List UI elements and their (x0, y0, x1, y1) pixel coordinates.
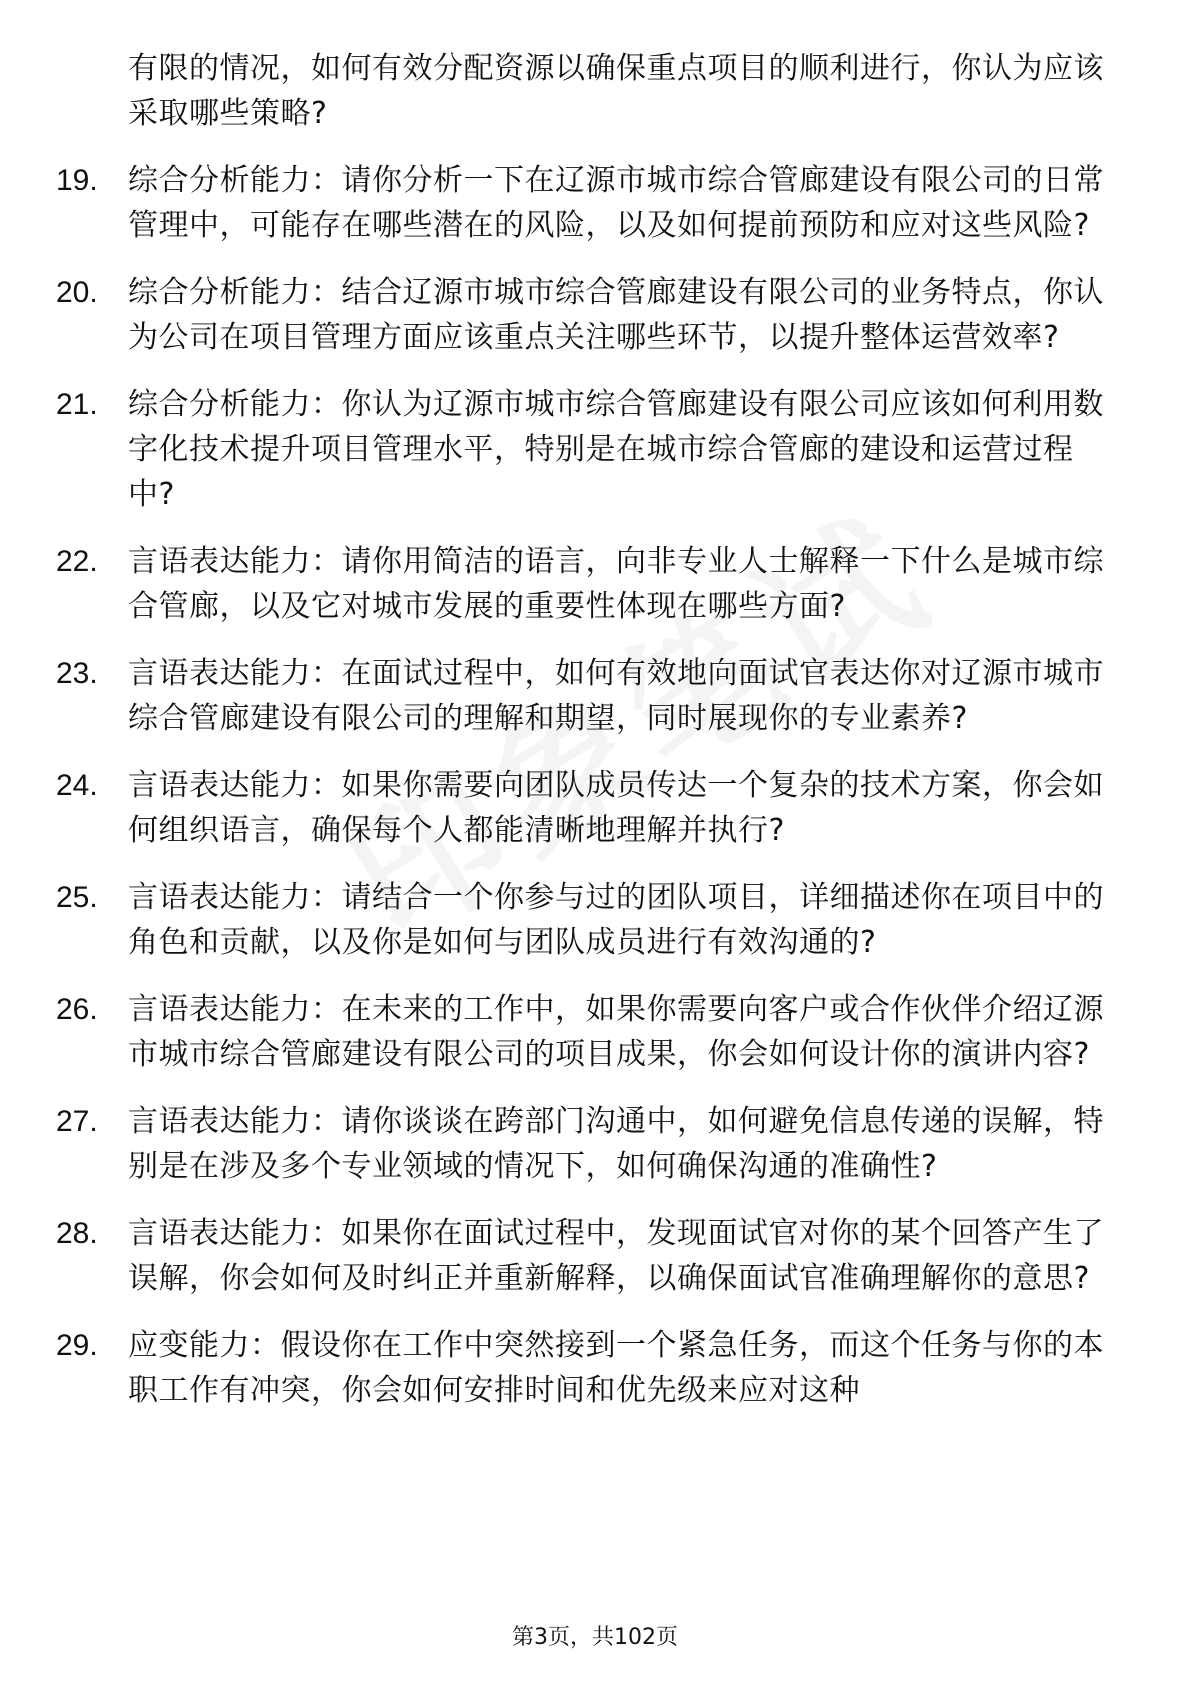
question-number: 27. (56, 1105, 98, 1138)
question-text: 综合分析能力：请你分析一下在辽源市城市综合管廊建设有限公司的日常管理中，可能存在哪些潜在的风险，以及如何提前预防和应对这些风险? (128, 163, 1104, 243)
question-number: 28. (56, 1217, 98, 1250)
question-item (0, 382, 1190, 517)
question-text: 言语表达能力：请你用简洁的语言，向非专业人士解释一下什么是城市综合管廊，以及它对城市发展的重要性体现在哪些方面? (128, 544, 1104, 624)
question-item (0, 158, 1190, 248)
question-number: 21. (56, 388, 98, 421)
question-item (0, 1099, 1190, 1189)
content (0, 46, 1190, 1435)
question-list (0, 158, 1190, 1413)
question-number: 20. (56, 276, 98, 309)
question-item (0, 987, 1190, 1077)
question-number: 24. (56, 769, 98, 802)
question-item (0, 875, 1190, 965)
question-item (0, 1323, 1190, 1413)
question-text: 言语表达能力：如果你在面试过程中，发现面试官对你的某个回答产生了误解，你会如何及时纠正并重新解释，以确保面试官准确理解你的意思? (128, 1216, 1104, 1296)
question-number: 19. (56, 164, 98, 197)
question-number: 26. (56, 993, 98, 1026)
question-text: 综合分析能力：结合辽源市城市综合管廊建设有限公司的业务特点，你认为公司在项目管理方面应该重点关注哪些环节，以提升整体运营效率? (128, 275, 1104, 355)
question-item (0, 539, 1190, 629)
question-number: 29. (56, 1329, 98, 1362)
question-item (0, 763, 1190, 853)
question-text: 言语表达能力：在面试过程中，如何有效地向面试官表达你对辽源市城市综合管廊建设有限公司的理解和期望，同时展现你的专业素养? (128, 656, 1104, 736)
question-text: 应变能力：假设你在工作中突然接到一个紧急任务，而这个任务与你的本职工作有冲突，你会如何安排时间和优先级来应对这种 (128, 1328, 1104, 1408)
question-text: 言语表达能力：在未来的工作中，如果你需要向客户或合作伙伴介绍辽源市城市综合管廊建设有限公司的项目成果，你会如何设计你的演讲内容? (128, 992, 1104, 1072)
page-footer: 第3页，共102页 (512, 1625, 678, 1650)
question-number: 25. (56, 881, 98, 914)
question-text: 综合分析能力：你认为辽源市城市综合管廊建设有限公司应该如何利用数字化技术提升项目管理水平，特别是在城市综合管廊的建设和运营过程中? (128, 387, 1104, 512)
question-text: 言语表达能力：请你谈谈在跨部门沟通中，如何避免信息传递的误解，特别是在涉及多个专业领域的情况下，如何确保沟通的准确性? (128, 1104, 1104, 1184)
question-number: 23. (56, 657, 98, 690)
question-text: 言语表达能力：如果你需要向团队成员传达一个复杂的技术方案，你会如何组织语言，确保每个人都能清晰地理解并执行? (128, 768, 1104, 848)
question-number: 22. (56, 545, 98, 578)
question-item (0, 651, 1190, 741)
continuation-text: 有限的情况，如何有效分配资源以确保重点项目的顺利进行，你认为应该采取哪些策略? (128, 51, 1104, 131)
question-item (0, 270, 1190, 360)
question-item (0, 1211, 1190, 1301)
question-text: 言语表达能力：请结合一个你参与过的团队项目，详细描述你在项目中的角色和贡献，以及你是如何与团队成员进行有效沟通的? (128, 880, 1104, 960)
